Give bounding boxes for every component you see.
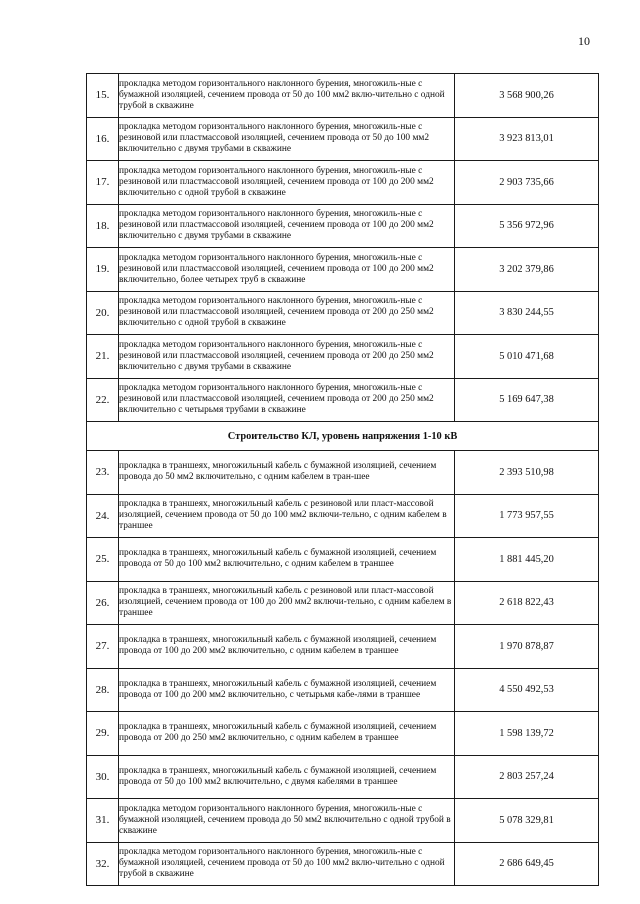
row-number: 26. [87,581,119,625]
rates-table [86,73,599,886]
row-number: 29. [87,712,119,756]
row-number: 15. [87,74,119,118]
row-description: прокладка в траншеях, многожильный кабель с бумажной изоляцией, сечением провода от 100 до 200 мм2 включительно, с одним кабелем в траншее [119,625,455,669]
row-number: 31. [87,799,119,843]
row-value: 5 169 647,38 [455,378,599,422]
table-row [87,291,599,335]
row-value: 3 923 813,01 [455,117,599,161]
row-description: прокладка в траншеях, многожильный кабель с бумажной изоляцией, сечением провода до 50 мм2 включительно, с одним кабелем в тран-шее [119,451,455,495]
section-header-row [87,422,599,451]
row-description: прокладка в траншеях, многожильный кабель с бумажной изоляцией, сечением провода от 50 до 100 мм2 включительно, с двумя кабелями в траншее [119,755,455,799]
row-description: прокладка методом горизонтального наклонного бурения, многожиль-ные с резиновой или пластмассовой изоляцией, сечением провода от 200 до 250 мм2 включительно с одной трубой в скважине [119,291,455,335]
row-number: 32. [87,842,119,886]
row-number: 16. [87,117,119,161]
row-description: прокладка методом горизонтального наклонного бурения, многожиль-ные с бумажной изоляцией, сечением провода от 50 до 100 мм2 вклю-чительно с одной трубой в скважине [119,842,455,886]
row-description: прокладка в траншеях, многожильный кабель с бумажной изоляцией, сечением провода от 100 до 200 мм2 включительно, с четырьмя кабе-лями в траншее [119,668,455,712]
row-value: 2 903 735,66 [455,161,599,205]
table-row [87,668,599,712]
table-row [87,161,599,205]
table-row [87,799,599,843]
row-number: 17. [87,161,119,205]
row-number: 18. [87,204,119,248]
table-row [87,842,599,886]
row-description: прокладка методом горизонтального наклонного бурения, многожиль-ные с бумажной изоляцией, сечением провода до 50 мм2 включительно с одной трубой в скважине [119,799,455,843]
section-title: Строительство КЛ, уровень напряжения 1-10 кВ [87,422,599,451]
row-value: 1 773 957,55 [455,494,599,538]
row-description: прокладка в траншеях, многожильный кабель с бумажной изоляцией, сечением провода от 200 до 250 мм2 включительно, с одним кабелем в траншее [119,712,455,756]
table-row [87,494,599,538]
row-number: 30. [87,755,119,799]
table-row [87,712,599,756]
row-value: 1 598 139,72 [455,712,599,756]
row-description: прокладка методом горизонтального наклонного бурения, многожиль-ные с резиновой или пластмассовой изоляцией, сечением провода от 50 до 100 мм2 включительно с двумя трубами в скважине [119,117,455,161]
row-description: прокладка в траншеях, многожильный кабель с резиновой или пласт-массовой изоляцией, сечением провода от 50 до 100 мм2 включи-тельно, с одним кабелем в траншее [119,494,455,538]
table-row [87,538,599,582]
table-row [87,117,599,161]
row-value: 4 550 492,53 [455,668,599,712]
row-description: прокладка методом горизонтального наклонного бурения, многожиль-ные с резиновой или пластмассовой изоляцией, сечением провода от 100 до 200 мм2 включительно с одной трубой в скважине [119,161,455,205]
row-description: прокладка методом горизонтального наклонного бурения, многожиль-ные с бумажной изоляцией, сечением провода от 50 до 100 мм2 вклю-чительно с одной трубой в скважине [119,74,455,118]
table-row [87,204,599,248]
row-number: 19. [87,248,119,292]
row-value: 2 686 649,45 [455,842,599,886]
table-row [87,248,599,292]
row-description: прокладка методом горизонтального наклонного бурения, многожиль-ные с резиновой или пластмассовой изоляцией, сечением провода от 200 до 250 мм2 включительно с двумя трубами в скважине [119,335,455,379]
table-row [87,74,599,118]
row-value: 2 393 510,98 [455,451,599,495]
row-value: 2 803 257,24 [455,755,599,799]
row-value: 5 078 329,81 [455,799,599,843]
row-value: 5 356 972,96 [455,204,599,248]
row-description: прокладка в траншеях, многожильный кабель с бумажной изоляцией, сечением провода от 50 до 100 мм2 включительно, с одним кабелем в траншее [119,538,455,582]
table-row [87,335,599,379]
table-row [87,625,599,669]
row-value: 1 881 445,20 [455,538,599,582]
row-number: 28. [87,668,119,712]
table-row [87,755,599,799]
row-number: 23. [87,451,119,495]
row-number: 22. [87,378,119,422]
rates-table-section-b [87,451,599,886]
row-description: прокладка методом горизонтального наклонного бурения, многожиль-ные с резиновой или пластмассовой изоляцией, сечением провода от 100 до 200 мм2 включительно с двумя трубами в скважине [119,204,455,248]
table-row [87,581,599,625]
table-row [87,451,599,495]
row-number: 24. [87,494,119,538]
row-value: 5 010 471,68 [455,335,599,379]
row-number: 25. [87,538,119,582]
table-row [87,378,599,422]
rates-table-section-a [87,74,599,422]
row-number: 27. [87,625,119,669]
row-value: 3 202 379,86 [455,248,599,292]
row-description: прокладка в траншеях, многожильный кабель с резиновой или пласт-массовой изоляцией, сечением провода от 100 до 200 мм2 включи-тельно, с одним кабелем в траншее [119,581,455,625]
row-value: 2 618 822,43 [455,581,599,625]
row-description: прокладка методом горизонтального наклонного бурения, многожиль-ные с резиновой или пластмассовой изоляцией, сечением провода от 200 до 250 мм2 включительно с четырьмя трубами в скважине [119,378,455,422]
row-number: 20. [87,291,119,335]
page-number: 10 [578,34,590,48]
row-number: 21. [87,335,119,379]
section-header-group [87,422,599,451]
row-value: 3 830 244,55 [455,291,599,335]
row-value: 3 568 900,26 [455,74,599,118]
row-value: 1 970 878,87 [455,625,599,669]
row-description: прокладка методом горизонтального наклонного бурения, многожиль-ные с резиновой или пластмассовой изоляцией, сечением провода от 100 до 200 мм2 включительно, более четырех труб в скважине [119,248,455,292]
